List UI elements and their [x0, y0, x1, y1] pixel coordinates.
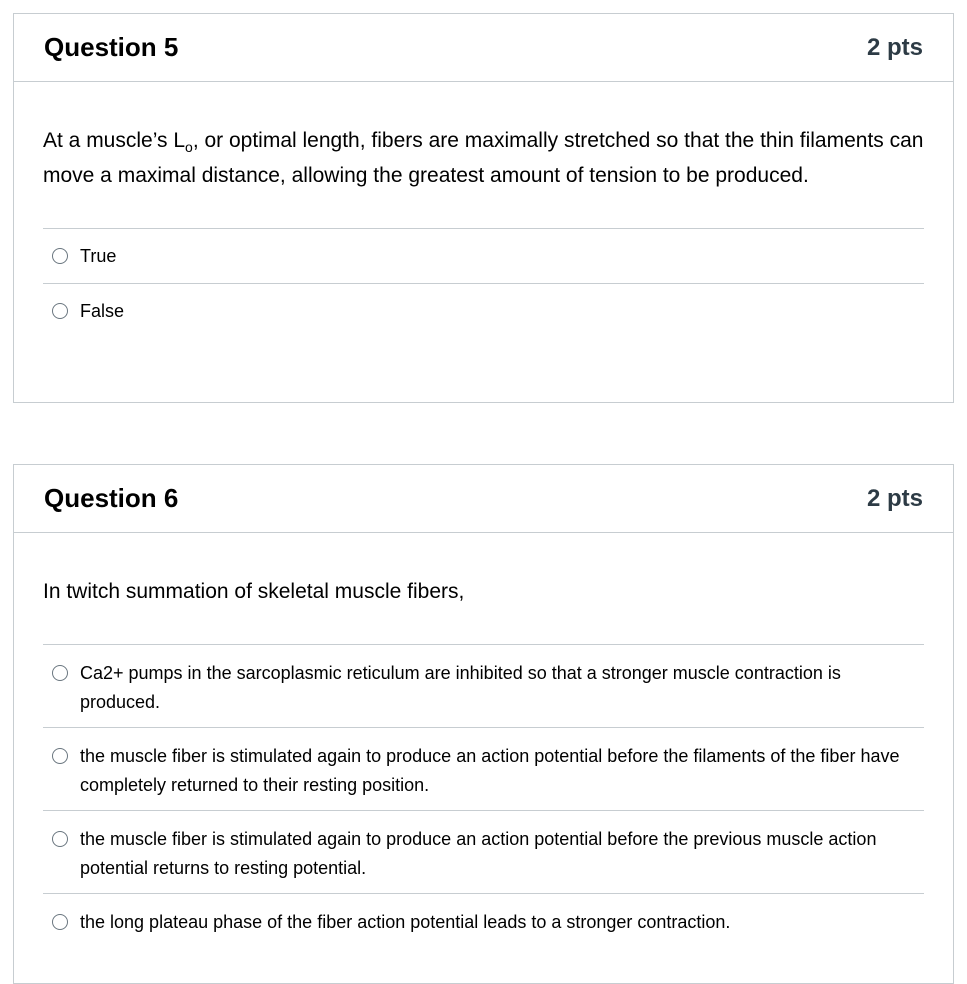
question-title: Question 5: [44, 32, 179, 62]
radio-button[interactable]: [52, 914, 68, 930]
answer-option-1[interactable]: [43, 644, 924, 727]
radio-button[interactable]: [52, 748, 68, 764]
answer-option-false[interactable]: [43, 283, 924, 338]
radio-button[interactable]: [52, 248, 68, 264]
radio-button[interactable]: [52, 831, 68, 847]
question-title: Question 6: [44, 483, 179, 513]
answer-label: the muscle fiber is stimulated again to produce an action potential before the filaments of the fiber have completely returned to their resting position.: [80, 746, 900, 795]
answer-option-3[interactable]: [43, 810, 924, 893]
answer-list: [43, 228, 924, 338]
answer-label: the muscle fiber is stimulated again to produce an action potential before the previous muscle action potential returns to resting potential.: [80, 829, 877, 878]
question-5-card: [13, 13, 954, 403]
question-body: [14, 533, 953, 947]
answer-label: Ca2+ pumps in the sarcoplasmic reticulum are inhibited so that a stronger muscle contraction is produced.: [80, 663, 841, 712]
radio-button[interactable]: [52, 665, 68, 681]
question-text: In twitch summation of skeletal muscle fibers,: [43, 580, 465, 603]
question-text-part2: , or optimal length, fibers are maximally stretched so that the thin filaments can move a maximal distance, allowing the greatest amount of tension to be produced.: [43, 129, 924, 187]
answer-option-4[interactable]: [43, 893, 924, 947]
answer-option-true[interactable]: [43, 228, 924, 283]
answer-label: True: [80, 246, 117, 266]
question-points: 2 pts: [866, 485, 923, 512]
answer-option-2[interactable]: [43, 727, 924, 810]
radio-button[interactable]: [52, 303, 68, 319]
question-text-subscript: o: [185, 139, 193, 156]
question-text: [43, 82, 924, 193]
answer-label: the long plateau phase of the fiber action potential leads to a stronger contraction.: [80, 912, 731, 932]
answer-label: False: [80, 301, 125, 321]
question-header: [14, 14, 953, 82]
question-body: [14, 82, 953, 338]
question-points: 2 pts: [866, 34, 923, 61]
question-6-card: [13, 464, 954, 984]
answer-list: [43, 644, 924, 947]
question-header: [14, 465, 953, 533]
question-text-part1: At a muscle’s L: [43, 129, 186, 152]
